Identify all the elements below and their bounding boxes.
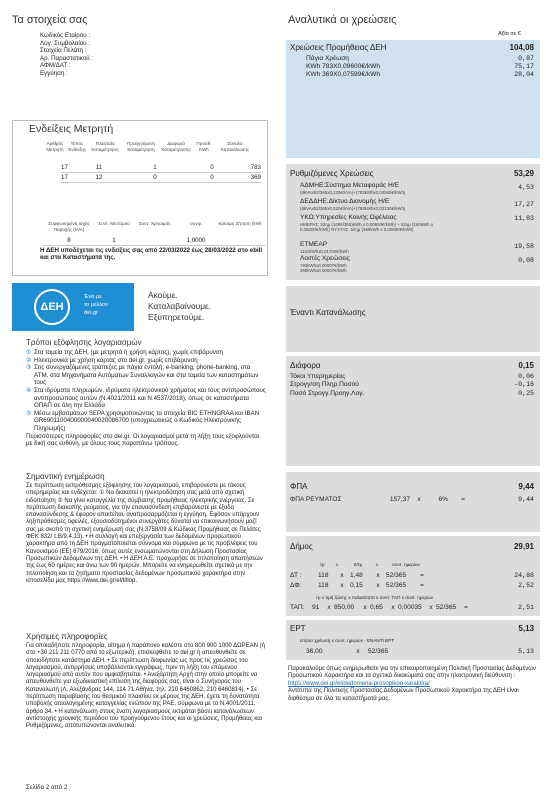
meter-cell: 12 xyxy=(95,174,103,181)
reg-item-value: 11,83 xyxy=(514,215,534,222)
supply-items xyxy=(306,55,534,80)
vat-eq: = xyxy=(461,496,465,503)
reg-item-label: ΔΕΔΔΗΕ:Δίκτυο Διανομής Η/Ε xyxy=(300,198,390,205)
mrow-days: 52/365 xyxy=(386,582,407,589)
meter-col-last: Τελευταία Καταμέτρηση xyxy=(91,141,119,152)
mrow-label: ΔΦ: xyxy=(290,582,302,589)
vat-box xyxy=(286,472,540,532)
field-tax-id: ΑΦΜ/ΔΑΤ : xyxy=(40,62,71,70)
mrow-price: 0,15 xyxy=(350,582,363,589)
important-notice-section xyxy=(26,472,266,585)
meter-row xyxy=(61,164,261,173)
reg-item-detail: (8kVAx52/365x0,130€/kVA)+(783kWhx0,00560€/kWh) xyxy=(300,189,406,195)
misc-items xyxy=(290,373,534,398)
mrow-x: x xyxy=(376,582,380,589)
municipal-subheader xyxy=(320,562,432,568)
item-value: 0,06 xyxy=(518,373,534,380)
meter-cell: 1 xyxy=(153,164,157,171)
footer-val-use xyxy=(133,237,177,245)
dei-logo xyxy=(34,289,70,325)
payment-item-text: Ηλεκτρονικά με χρήση κάρτας στο dei.gr, χωρίς επιβάρυνση xyxy=(34,356,198,364)
meter-section xyxy=(12,120,268,276)
promo-banner xyxy=(12,283,268,331)
vat-value: 9,44 xyxy=(518,496,534,503)
mrow-eq: = xyxy=(420,572,424,579)
meter-cell: 17 xyxy=(61,174,68,181)
currency-label: Αξία σε € xyxy=(498,31,521,37)
meter-col-prev: Προηγούμενη Καταμέτρηση xyxy=(127,141,155,152)
regulated-box xyxy=(286,164,540,280)
banner-line: το μέλλον xyxy=(84,302,108,308)
regulated-items xyxy=(300,182,534,275)
mrow-eq: = xyxy=(420,582,424,589)
reg-item xyxy=(300,182,534,198)
misc-box xyxy=(286,356,540,466)
slogan-line: Καταλαβαίνουμε. xyxy=(148,301,212,311)
reg-item-detail: 1152kWhx0,01700€/kWh xyxy=(300,248,349,254)
item-label: Στρογγ/ση Πληρ.Ποσού xyxy=(290,381,359,389)
reg-item xyxy=(300,214,534,241)
payment-item xyxy=(26,410,266,433)
tap-eq: = xyxy=(464,604,468,611)
ert-subheader: ετήσια χρέωση x συντ. ημερών - ΕΝΑΝΤΙ ΕΡΤ xyxy=(300,638,394,643)
item-label: KWh 783X0,09600€/kWh xyxy=(306,63,381,71)
reg-item-detail: (8kVAx52/365x0,520€/kVA)+(783kWhx0,02130€/kWh) xyxy=(300,205,406,211)
reg-item-label: ΑΔΜΗΕ:Σύστημα Μεταφοράς Η/Ε xyxy=(300,182,400,189)
privacy-notice xyxy=(288,666,538,703)
item-label: Πάγια Χρέωση xyxy=(306,55,349,62)
reg-item xyxy=(300,198,534,214)
number-icon: ⑤ xyxy=(26,409,32,417)
mrow-value: 24,88 xyxy=(514,572,534,579)
slogan-line: Εξυπηρετούμε. xyxy=(148,312,205,322)
item-value: 0,87 xyxy=(518,55,534,62)
supply-item xyxy=(306,71,534,79)
meter-cell: 0 xyxy=(210,174,214,181)
info-text: Για οποιαδήποτε πληροφορία, αίτημα ή παράπονο καλέστε στο 800 900 1000 ΔΩΡΕΑΝ (ή στο +30 211 211 0770 από το εξωτερικό), επισκεφθείτε το dei.gr ή απευθυνθείτε σε οποιοδήποτε κατάστημα ΔΕΗ. • Σε περίπτωση διαφωνίας ως προς τις χρεώσεις του λογαριασμού, αντιρρήσεις υποβάλλονται εγγράφως, πριν τη λήξη του επόμενου λογαριασμού από αυτόν που αμφισβητείται. • Ανεξάρτητη Αρχή στην οποία μπορείτε να απευθυνθείτε για εξωδικαστική επίλυση της διαφοράς σας, είναι ο Συνήγορος του Καταναλωτή (Λ. Αλεξάνδρας 144, 114 71 Αθήνα, τηλ: 210 6460862, 210 6460814). • Σε περίπτωση παραβίασης του θεσμικού πλαισίου εκ μέρους της ΔΕΗ, έχετε τη δυνατότητα υποβολής αιτιολογημένης καταγγελίας ενώπιον της ΡΑΕ, σύμφωνα με το Ν.4001/2011, άρθρο 34. • Η κατανάλωση στους ένατη λογαριασμούς εκτιμάται βάσει κατανάλωσεων αντίστοιχης χρονικής περιόδου του προηγούμενου έτους και οι χρεώσεις, Προμήθειας και Ρυθμιζόμενες, αποτυπώνονται αναλυτικά. xyxy=(26,643,265,730)
regulated-header xyxy=(290,169,534,178)
supply-item xyxy=(306,55,534,63)
mh: συντ. ημερών xyxy=(392,562,420,567)
tap-x: x xyxy=(363,604,367,611)
ert-x: x xyxy=(356,648,360,655)
item-label: Ποσό Στρογγ.Προηγ.Λογ. xyxy=(290,389,365,397)
vat-row xyxy=(290,496,534,503)
meter-cell: 783 xyxy=(250,164,261,171)
field-guarantee: Εγγύηση : xyxy=(40,69,68,77)
payment-list xyxy=(26,349,266,433)
footer-col-mult: Συντ. Μετ/σμού xyxy=(98,221,130,226)
meter-col-kwh: Προσθ. KWh xyxy=(196,141,212,152)
mrow-area: 118 xyxy=(318,582,329,589)
meter-note: Η ΔΕΗ υποδέχεται τις ενδείξεις σας από 22/03/2022 έως 28/03/2022 στο ebill και στα Καταστήματά της. xyxy=(40,247,263,262)
municipal-row xyxy=(290,582,534,589)
payment-item xyxy=(26,357,266,365)
misc-label: Διάφορα xyxy=(290,361,321,370)
municipal-label: Δήμος xyxy=(290,542,313,551)
meter-header-row xyxy=(43,141,263,152)
item-value: 28,04 xyxy=(514,71,534,79)
meter-title: Ενδείξεις Μετρητή xyxy=(29,123,114,135)
ert-box xyxy=(286,620,540,660)
payment-item-text: Στα ιδρύματα πληρωμών, ιδρύματα ηλεκτρονικού χρήματος και τους αντιπροσώπους αντιπροσώπους αυτών (Ν.4021/2011 και Ν.4537/2018), όπως σε καταστήματα ΟΠΑΠ σε όλη την Ελλάδα xyxy=(34,386,266,410)
tap-area: 91 xyxy=(312,604,320,611)
meter-col-total: Σύνολο Κατανάλωσης xyxy=(220,141,250,152)
field-customer: Στοιχεία Πελάτη : xyxy=(40,47,87,55)
mh: €/τμ xyxy=(354,562,363,567)
reg-item-detail: 783kWhx0,00007€/kWh 369kWhx0,00007€/kWh xyxy=(300,262,347,273)
footer-val-power: 8 xyxy=(67,237,71,244)
mrow-x: x xyxy=(340,572,344,579)
tap-age: 0,65 xyxy=(370,604,383,611)
reg-item-value: 17,27 xyxy=(514,201,534,208)
vat-row-label: ΦΠΑ ΡΕΥΜΑΤΟΣ xyxy=(290,496,342,503)
reg-item-detail: ΗΜΕΡΑΣ: 52ημ (1699/365)kWh x 0,00690€/kWh) + 52ημ (190kWh x 0,05000€/kWh) ΝΥΧΤΑΣ: 52ημ (369kWh x 0,00690€/kWh) xyxy=(300,221,434,232)
slogan-line: Ακούμε. xyxy=(148,290,178,300)
page-number: Σελίδα 2 από 2 xyxy=(26,784,68,791)
reg-item xyxy=(300,241,534,255)
payment-item xyxy=(26,349,266,357)
reg-item-value: 0,08 xyxy=(518,257,534,264)
customer-title: Τα στοιχεία σας xyxy=(12,14,88,26)
mrow-area: 118 xyxy=(318,572,329,579)
mh: x xyxy=(376,562,379,567)
banner-small-text xyxy=(84,293,108,317)
ert-label: ΕΡΤ xyxy=(290,624,306,633)
mrow-price: 1,48 xyxy=(350,572,363,579)
vat-x: x xyxy=(417,496,421,503)
mrow-x: x xyxy=(340,582,344,589)
field-partner-code: Κωδικός Εταίρου : xyxy=(40,32,91,39)
ert-row xyxy=(306,648,534,655)
info-title: Χρήσιμες πληροφορίες xyxy=(26,632,108,641)
payment-section xyxy=(26,338,266,448)
tap-x: x xyxy=(327,604,331,611)
footer-col-demand: Κρίσιμη Ζήτηση (kW) xyxy=(218,221,262,226)
meter-cell: 369 xyxy=(250,174,261,181)
footer-col-power: Συμφωνημένη Ισχύς Παροχής (kVA) xyxy=(48,221,90,232)
meter-footer-values xyxy=(43,237,265,246)
notice-title: Σημαντική ενημέρωση xyxy=(26,472,105,481)
meter-row xyxy=(61,174,261,183)
tap-coef: 0,00035 xyxy=(398,604,422,611)
vat-total: 9,44 xyxy=(518,482,534,491)
meter-footer-headers xyxy=(43,221,265,232)
dei-logo-text: ΔΕΗ xyxy=(40,301,64,313)
opposite-consumption-box xyxy=(286,286,540,352)
mrow-value: 2,52 xyxy=(518,582,534,589)
reg-item-value: 4,53 xyxy=(518,184,534,191)
mh: x xyxy=(336,562,339,567)
field-contract: Λογ. Συμβολαίου : xyxy=(40,39,90,47)
customer-section xyxy=(12,14,267,78)
tap-zone: 850,00 xyxy=(334,604,355,611)
misc-header xyxy=(290,361,534,370)
ert-value: 5,13 xyxy=(518,648,534,655)
vat-base: 157,37 xyxy=(389,496,410,503)
number-icon: ④ xyxy=(26,386,32,394)
privacy-link[interactable]: https://www.dei.gr/el/dedomena-prosopikou-xaraktira/ xyxy=(288,680,430,687)
meter-cell: 0 xyxy=(153,174,157,181)
number-icon: ② xyxy=(26,356,32,364)
payment-item-text: Μέσω εμβασμάτων SEPA χρησιμοποιώντας τα στοιχεία BIC ETHNGRAA και IBAN GR6901100400000040020086700 (υποχρεωτικώς ο Κωδικός Ηλεκτρονικής Πληρωμής) xyxy=(34,409,260,432)
reg-item xyxy=(300,255,534,275)
meter-col-diff: Διαφορά Καταμέτρησης xyxy=(161,141,191,152)
regulated-total: 53,29 xyxy=(513,169,534,178)
tap-value: 2,51 xyxy=(518,604,534,611)
meter-cell: 0 xyxy=(210,164,214,171)
field-invoice-no: Αρ. Παραστατικού : xyxy=(40,54,94,62)
misc-item xyxy=(290,381,534,389)
banner-line: dei.gr xyxy=(84,310,98,316)
payment-item xyxy=(26,364,266,387)
banner-line: Ένα με xyxy=(84,294,102,300)
municipal-total: 29,91 xyxy=(513,542,534,551)
privacy-end: Αντίτυπα της Πολιτικής Προστασίας Δεδομένων Προσωπικού Χαρακτήρα της ΔΕΗ είναι διαθέσιμα σε όλα τα καταστήματά μας. xyxy=(288,688,519,702)
banner-slogan-box xyxy=(134,283,268,331)
mrow-label: ΔΤ : xyxy=(290,572,302,579)
supply-header xyxy=(290,43,534,52)
misc-item xyxy=(290,390,534,398)
mrow-days: 52/365 xyxy=(386,572,407,579)
ert-total: 5,13 xyxy=(518,624,534,633)
payment-item xyxy=(26,387,266,410)
reg-item-value: 19,58 xyxy=(514,243,534,250)
supply-total: 104,08 xyxy=(509,43,534,52)
tap-days: 52/365 xyxy=(436,604,457,611)
meter-cell: 17 xyxy=(61,164,68,171)
tap-subheader: τμ x τιμή ζώνης x παλαιότητα x συντ. ΤΑΠ x συντ. ημερών xyxy=(316,595,434,600)
charges-title: Αναλυτικά οι χρεώσεις xyxy=(288,14,397,26)
municipal-box xyxy=(286,536,540,616)
ert-annual: 36,00 xyxy=(306,648,323,655)
meter-col-number: Αριθμός Μετρητή xyxy=(46,141,64,152)
footer-val-cos: 1,0000 xyxy=(186,237,206,244)
payment-title: Τρόποι εξόφλησης λογαριασμών xyxy=(26,338,142,347)
item-value: 75,17 xyxy=(514,63,534,71)
privacy-text: Παρακαλούμε όπως ενημερωθείτε για την επικαιροποιημένη Πολιτική Προστασίας Δεδομένων Προσωπικού Χαρακτήρα και τα σχετικά δικαιώματά σας στην ηλεκτρονική διεύθυνση : xyxy=(288,666,536,680)
meter-cell: 11 xyxy=(95,164,103,171)
item-value: -0,16 xyxy=(514,381,534,389)
footer-val-demand xyxy=(215,237,265,245)
number-icon: ③ xyxy=(26,364,32,372)
tap-row xyxy=(290,604,534,611)
payment-footer: Περισσότερες πληροφορίες στο dei.gr. Οι λογαριασμοί μετά τη λήξη τους εξοφλούνται με δική σας ευθύνη, με όλους τους παραπάνω τρόπους. xyxy=(26,432,260,448)
tap-label: ΤΑΠ: xyxy=(290,604,305,611)
supply-label: Χρεώσεις Προμήθειας ΔΕΗ xyxy=(290,43,387,52)
reg-item-label: Λοιπές Χρεώσεις xyxy=(300,255,350,262)
footer-col-cos: συνφ. xyxy=(190,221,202,226)
reg-item-label: ΥΚΩ:Υπηρεσίες Κοινής Ωφέλειας xyxy=(300,214,397,221)
supply-box xyxy=(286,40,540,158)
item-label: KWh 369X0,07599€/kWh xyxy=(306,71,381,79)
ert-header xyxy=(290,624,534,633)
notice-text: Σε περίπτωση εκπρόθεσμης εξόφλησης του λογαριασμού, επιβαρύνεστε με τόκους υπερημερίας και ενδέχεται: ① Να διακοπεί η ηλεκτροδότηση σας μετά από σχετική ειδοποίηση ② Να γίνει καταγγελία της σύμβασης προμήθειας ηλεκτρικής ενέργειας. Σε περίπτωση διακοπής ρεύματος, για την επανασύνδεση επιβαρύνεστε με έξοδα επανασύνδεσης & έφορον απαιτείται, αναπροσαρμόζεται η εγγύηση. Εφόσον υπάρχουν ληξιπρόθεσμες οφειλές, εξουσιοδοτημένοι συνεργάτες δύναται να επικοινωνήσουν μαζί σας με σκοπό τη σχετική ενημέρωσή σας (Ν.3758/09 & Κώδικας Προμήθειας σε Πελάτες ΦΕΚ 832/ τ.Β/9.4.13). • Η συλλογή και επεξεργασία των δεδομένων προσωπικού χαρακτήρα από τη ΔΕΗ πραγματοποιείται σύννομα και σύμφωνα με τις προβλέψεις του Κανονισμού (ΕΕ) 679/2016, όπως αυτές ενσωματώνονται στη Δήλωση Προστασίας Προσωπικών Δεδομένων της ΔΕΗ. • Η ΔΕΗ Α.Ε. προχωρήσε σε τιτλοποίηση απαιτήσεων της έως 60 ημέρες και άνω των 90 ημερών. Μπορείτε να ενημερωθείτε σχετικά με την τιτλοποίηση και τα ζητήματα προστασίας δεδομένων προσωπικού χαρακτήρα στην ιστοσελίδα μας https://www.dei.gr/el/titlop. xyxy=(26,483,263,584)
number-icon: ① xyxy=(26,349,32,356)
footer-val-mult: 1 xyxy=(112,237,116,244)
supply-item xyxy=(306,63,534,71)
useful-info-section xyxy=(26,632,266,731)
payment-item-text: Στα ταμεία της ΔΕΗ, (με μετρητά ή χρήση κάρτας), χωρίς επιβάρυνση xyxy=(34,349,224,356)
mh: τμ xyxy=(320,562,325,567)
item-value: 0,25 xyxy=(518,389,534,397)
misc-total: 0,15 xyxy=(518,361,534,370)
payment-item-text: Στις συνεργαζόμενες τράπεζες με πάγια εντολή, e-banking, phone-banking, στα ΑΤΜ, στα Μηχανήματα Αυτόματων Συναλλαγών και στα ταμεία των καταστημάτων τους xyxy=(34,364,259,387)
meter-col-type: Τύπος Ένδειξης xyxy=(67,141,87,152)
footer-col-use: Συντ. Χρησιμότ. xyxy=(138,221,172,226)
vat-header xyxy=(290,482,534,491)
municipal-header xyxy=(290,542,534,551)
reg-item-label: ΕΤΜΕΑΡ xyxy=(300,241,328,248)
ert-days: 52/365 xyxy=(368,648,389,655)
opposite-label: Έναντι Κατανάλωσης xyxy=(290,308,366,317)
customer-fields xyxy=(40,32,267,78)
vat-label: ΦΠΑ xyxy=(290,482,308,491)
mrow-x: x xyxy=(376,572,380,579)
regulated-label: Ρυθμιζόμενες Χρεώσεις xyxy=(290,169,374,178)
municipal-row xyxy=(290,572,534,579)
tap-x: x xyxy=(429,604,433,611)
tap-x: x xyxy=(391,604,395,611)
item-label: Τόκοι Υπερημερίας xyxy=(290,373,346,380)
vat-rate: 6% xyxy=(438,496,448,503)
